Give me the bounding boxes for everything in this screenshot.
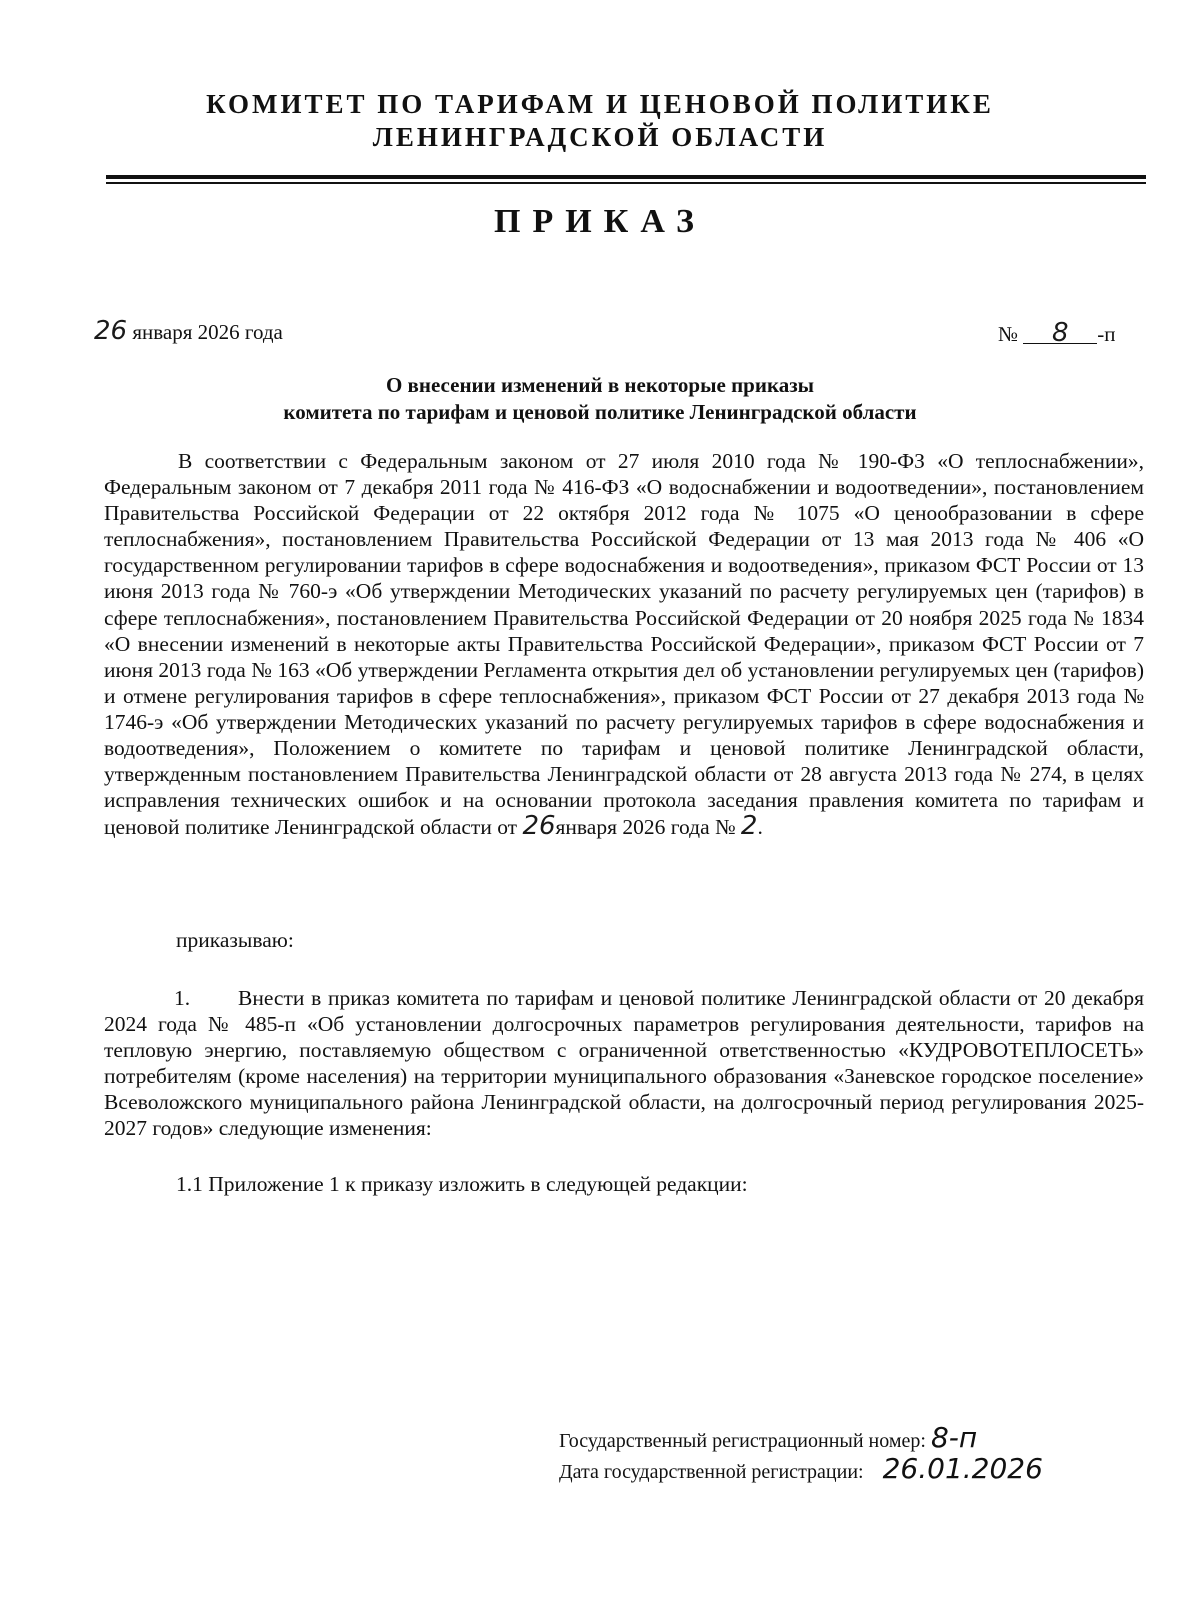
item-1-number: 1. — [174, 986, 191, 1010]
organization-name-line2: ЛЕНИНГРАДСКОЙ ОБЛАСТИ — [372, 122, 828, 152]
document-date — [94, 316, 283, 346]
orders-word: приказываю: — [176, 928, 294, 952]
title-line1: О внесении изменений в некоторые приказы — [385, 373, 815, 397]
item-1-1-text: 1.1 Приложение 1 к приказу изложить в следующей редакции: — [176, 1172, 748, 1196]
header-rule-thin — [106, 182, 1146, 184]
preamble-text-end: . — [757, 815, 763, 840]
registration-date-row — [559, 1452, 1043, 1486]
registration-date-value: 26.01.2026 — [882, 1452, 1043, 1485]
number-suffix: -п — [1097, 322, 1116, 346]
handwritten-protocol-day: 26 — [522, 811, 556, 842]
preamble-text: В соответствии с Федеральным законом от 27 июля 2010 года № 190-ФЗ «О теплоснабжении», Федеральным законом от 7 декабря 2011 года № 416-ФЗ «О водоснабжении и водоотведении», постановлением Правительства Российской Федерации от 22 октября 2012 года № 1075 «О ценообразовании в сфере теплоснабжения», постановлением Правительства Российской Федерации от 13 мая 2013 года № 406 «О государственном регулировании тарифов в сфере водоснабжения и водоотведения», приказом ФСТ России от 13 июня 2013 года № 760-э «Об утверждении Методических указаний по расчету регулируемых цен (тарифов) в сфере теплоснабжения», постановлением Правительства Российской Федерации от 20 ноября 2025 года № 1834 «О внесении изменений в некоторые акты Правительства Российской Федерации», приказом ФСТ России от 7 июня 2013 года № 163 «Об утверждении Регламента открытия дел об установлении регулируемых цен (тарифов) и отмене регулирования тарифов в сфере теплоснабжения», приказом ФСТ России от 27 декабря 2013 года № 1746-э «Об утверждении Методических указаний по расчету регулируемых тарифов в сфере водоснабжения и водоотведения», Положением о комитете по тарифам и ценовой политике Ленинградской области, утвержденным постановлением Правительства Ленинградской области от 28 августа 2013 года № 274, в целях исправления технических ошибок и на основании протокола заседания правления комитета по тарифам и ценовой политике Ленинградской области от — [104, 449, 1144, 840]
item-1-text: Внести в приказ комитета по тарифам и ценовой политике Ленинградской области от 20 декабря 2024 года № 485-п «Об установлении долгосрочных параметров регулирования деятельности, тарифов на тепловую энергию, поставляемую обществом с ограниченной ответственностью «КУДРОВОТЕПЛОСЕТЬ» потребителям (кроме населения) на территории муниципального образования «Заневское городское поселение» Всеволожского муниципального района Ленинградской области, на долгосрочный период регулирования 2025-2027 годов» следующие изменения: — [104, 986, 1144, 1141]
organization-header — [0, 88, 1200, 154]
document-title — [0, 372, 1200, 426]
registration-number-row — [559, 1421, 1043, 1455]
registration-number-value: 8-п — [930, 1421, 978, 1454]
document-type: ПРИКАЗ — [494, 203, 706, 240]
item-1-paragraph — [104, 985, 1144, 1142]
registration-date-label: Дата государственной регистрации: — [559, 1461, 864, 1483]
handwritten-number: 8 — [1023, 323, 1097, 344]
document-number — [998, 318, 1116, 348]
title-line2: комитета по тарифам и ценовой политике Ленинградской области — [283, 400, 917, 424]
header-rule-thick — [106, 175, 1146, 179]
number-prefix: № — [998, 322, 1019, 346]
preamble-text-middle: января 2026 года № — [555, 815, 736, 840]
registration-number-label: Государственный регистрационный номер: — [559, 1430, 926, 1452]
registration-block — [559, 1421, 1043, 1486]
organization-name-line1: КОМИТЕТ ПО ТАРИФАМ И ЦЕНОВОЙ ПОЛИТИКЕ — [206, 89, 994, 119]
handwritten-protocol-number: 2 — [740, 811, 758, 842]
handwritten-day: 26 — [94, 316, 128, 346]
date-rest: января 2026 года — [132, 320, 283, 344]
preamble-paragraph — [104, 448, 1144, 840]
